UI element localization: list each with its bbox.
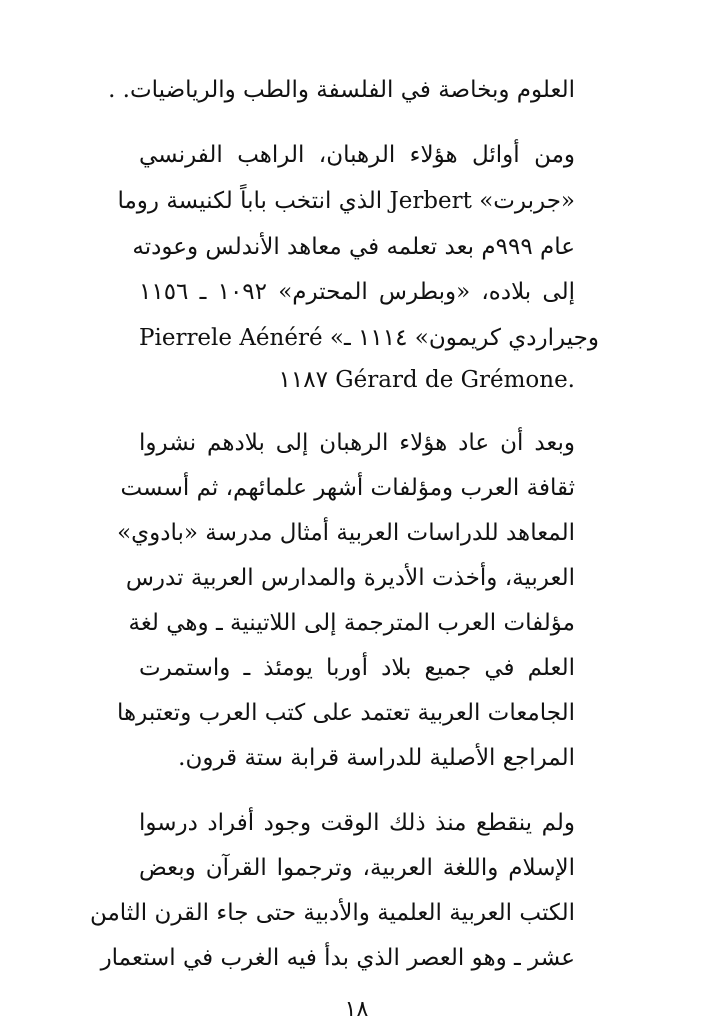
text-line: Pierrele Aénéré «وجيراردي كريمون» ١١١٤ ـ [139,325,599,351]
text-line: إلى بلاده، «وبطرس المحترم» ١٠٩٢ ـ ١١٥٦ [139,279,575,305]
text-line: العلوم وبخاصة في الفلسفة والطب والرياضيات. . [108,77,575,103]
text-line: ولم ينقطع منذ ذلك الوقت وجود أفراد درسوا [139,810,575,836]
text-line: ١١٨٧ Gérard de Grémone. [278,367,575,393]
text-line: الكتب العربية العلمية والأدبية حتى جاء القرن الثامن [89,900,575,926]
page-number: ١٨ [344,997,369,1022]
text-line: العلم في جميع بلاد أوربا يومئذ ـ واستمرت [139,655,575,681]
text-line: المعاهد للدراسات العربية أمثال مدرسة «بادوي» [117,520,575,546]
text-line: ومن أوائل هؤلاء الرهبان، الراهب الفرنسي [139,142,575,168]
text-line: الجامعات العربية تعتمد على كتب العرب وتعتبرها [117,700,575,726]
text-line: ثقافة العرب ومؤلفات أشهر علمائهم، ثم أسست [120,475,575,501]
text-line: وبعد أن عاد هؤلاء الرهبان إلى بلادهم نشروا [139,430,575,456]
text-line: العربية، وأخذت الأديرة والمدارس العربية تدرس [125,565,575,591]
text-line: عشر ـ وهو العصر الذي بدأ فيه الغرب في استعمار [100,945,575,971]
text-line: «جربرت» Jerbert الذي انتخب باباً لكنيسة روما [117,188,575,214]
text-line: المراجع الأصلية للدراسة قرابة ستة قرون. [178,745,575,771]
text-line: مؤلفات العرب المترجمة إلى اللاتينية ـ وهي لغة [128,610,575,636]
text-line: عام ٩٩٩م بعد تعلمه في معاهد الأندلس وعودته [132,234,575,260]
text-line: الإسلام واللغة العربية، وترجموا القرآن وبعض [139,855,575,881]
